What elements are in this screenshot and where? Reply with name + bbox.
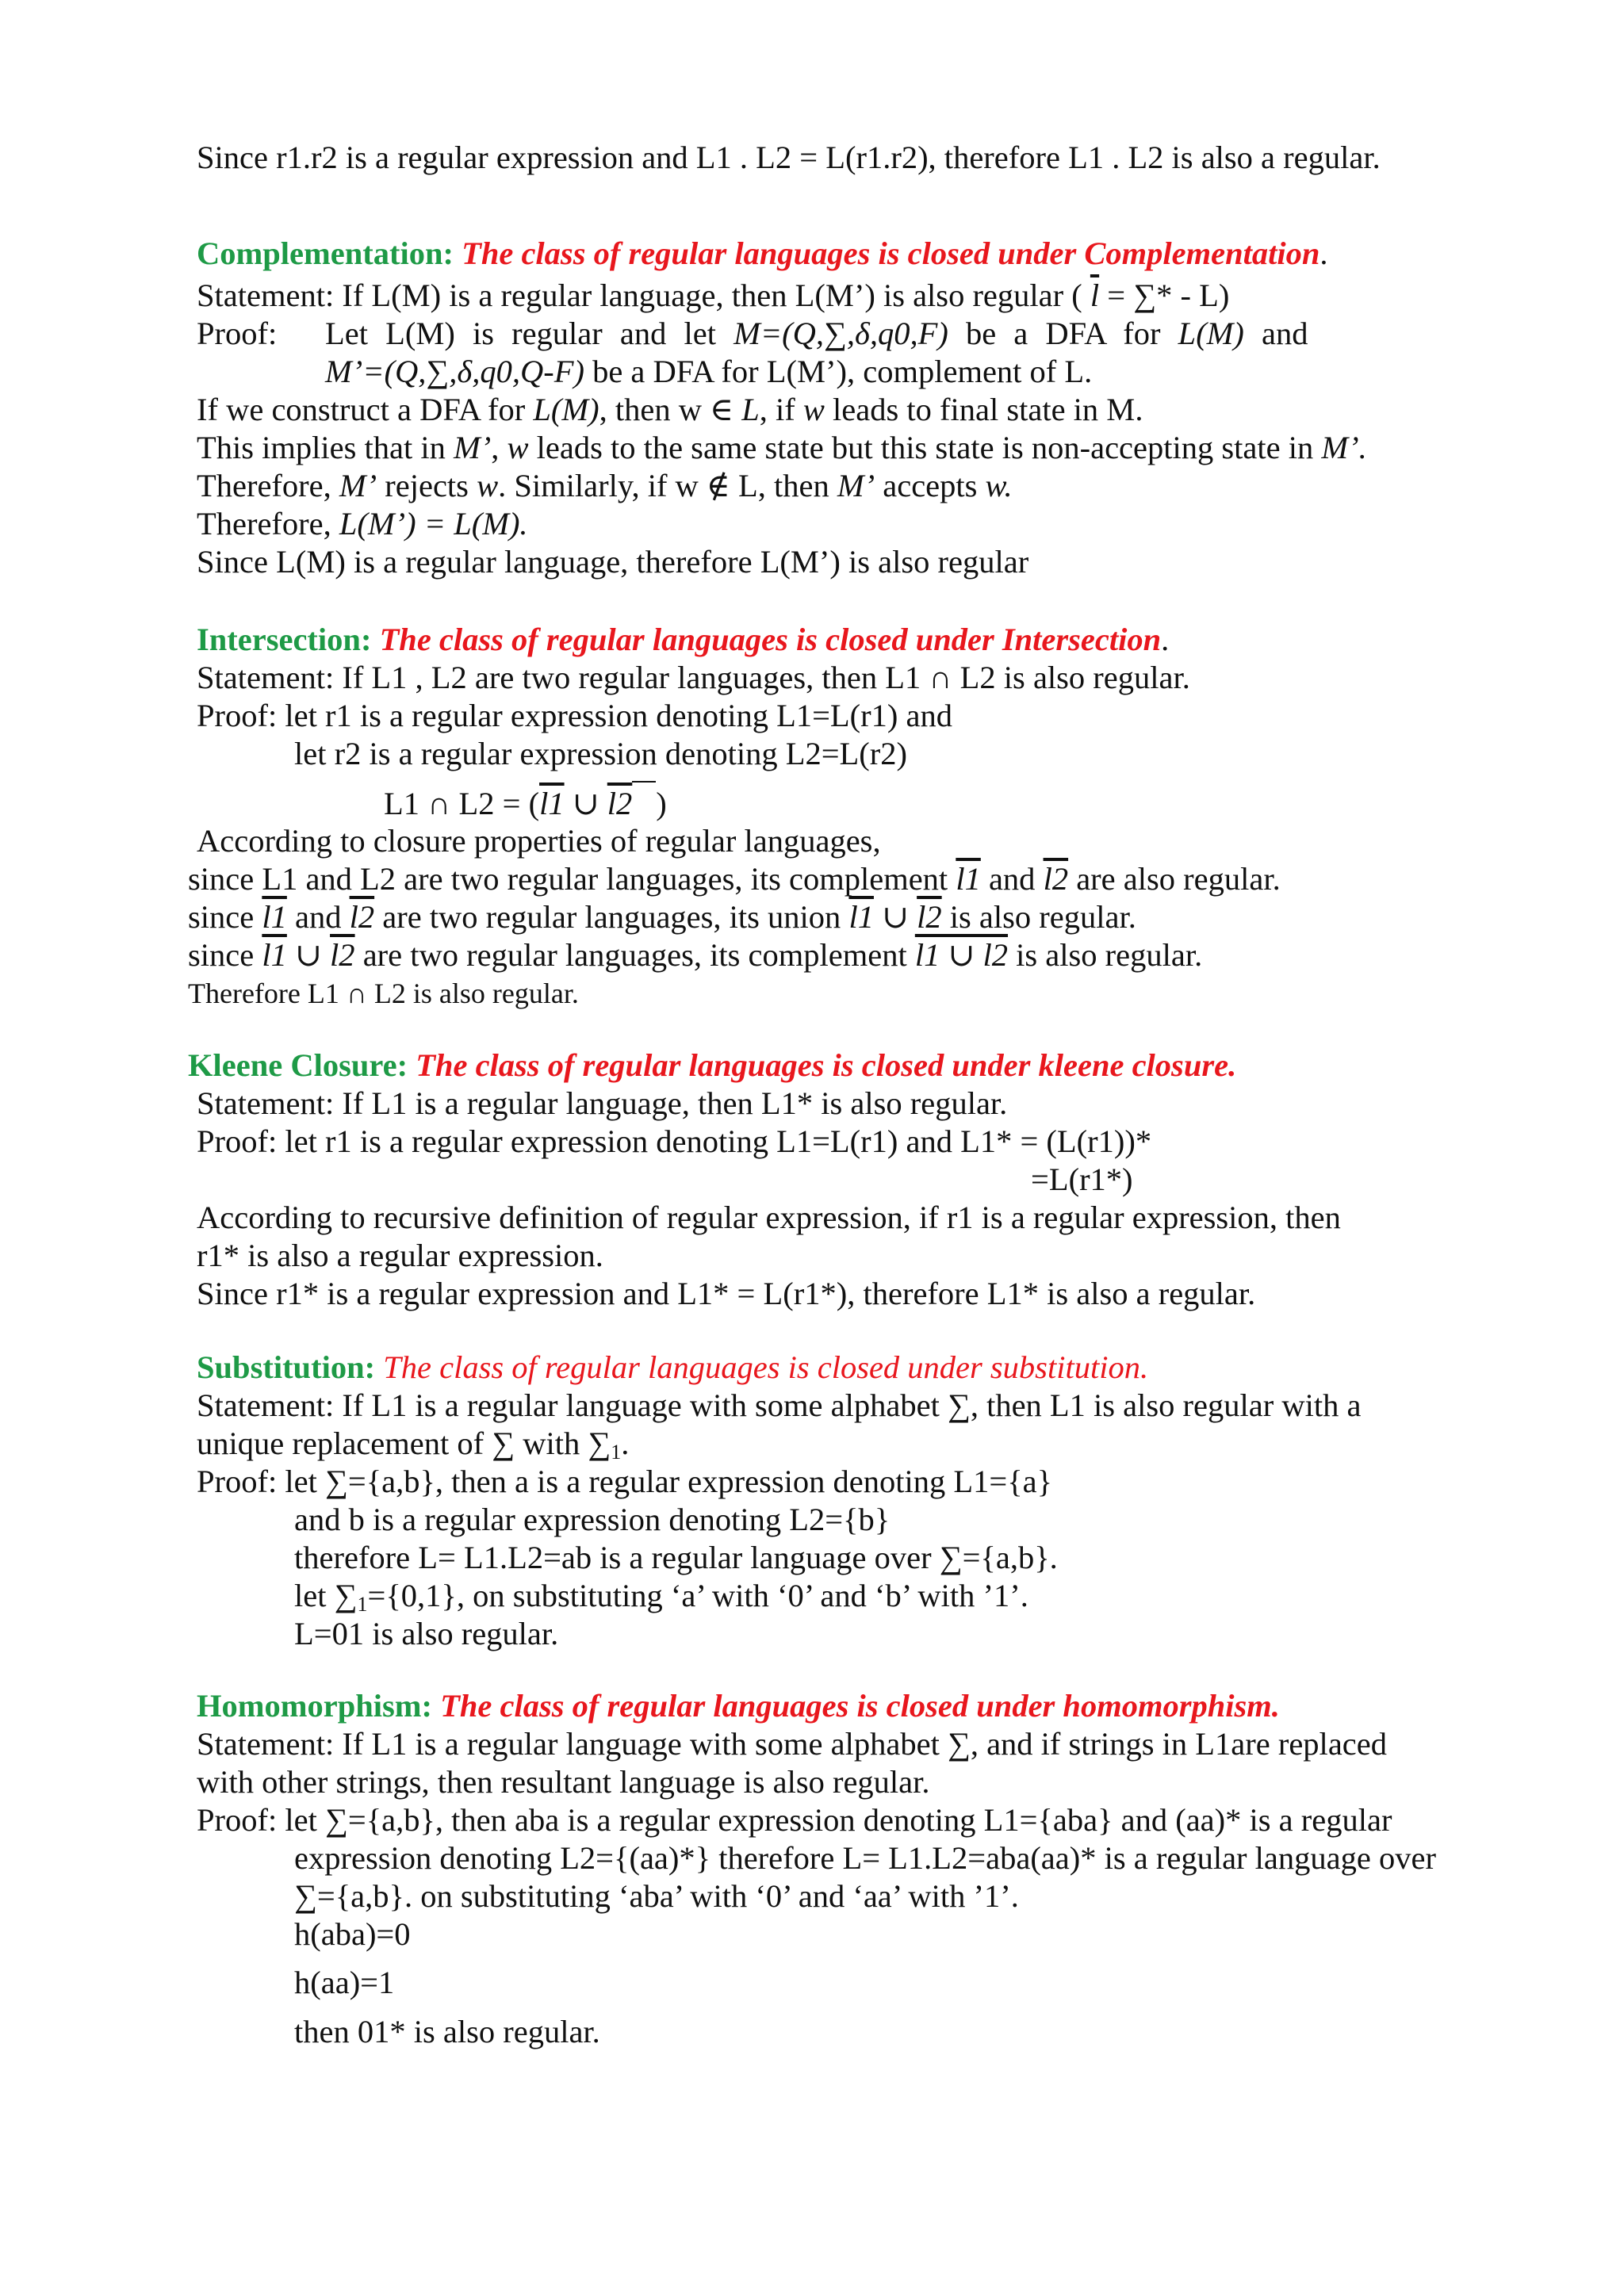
- proof-text: be a DFA for L(M’), complement of L.: [592, 354, 1093, 389]
- statement-text: Statement: If L(M) is a regular language, then L(M’) is also regular (: [197, 277, 1082, 313]
- text: This implies that in: [197, 430, 446, 465]
- text: are also regular.: [1076, 861, 1281, 897]
- text: ): [656, 786, 667, 821]
- text: If we construct a DFA for: [197, 392, 526, 427]
- kleene-since: Since r1* is a regular expression and L1* = L(r1*), therefore L1* is also a regular.: [197, 1276, 1256, 1311]
- text: since: [188, 899, 255, 935]
- l-symbol: L: [741, 392, 760, 427]
- complementation-statement: [197, 277, 1229, 315]
- homomorphism-h2: h(aa)=1: [294, 1965, 395, 2000]
- intersection-period: .: [1161, 622, 1170, 657]
- union-symbol: ∪: [294, 937, 322, 973]
- l1-bar: l1: [956, 861, 981, 897]
- text: since L1 and L2 are two regular languages, its complement: [188, 861, 948, 897]
- text: is also regular.: [1016, 937, 1203, 973]
- text: . Similarly, if w ∉ L, then: [498, 468, 829, 503]
- substitution-proof2: and b is a regular expression denoting L2={b}: [294, 1502, 891, 1537]
- kleene-proof: Proof: let r1 is a regular expression denoting L1=L(r1) and L1* = (L(r1))*: [197, 1123, 1152, 1159]
- substitution-description: The class of regular languages is closed under substitution.: [383, 1349, 1149, 1385]
- text: and: [988, 861, 1036, 897]
- kleene-proof-cont: =L(r1*): [1031, 1161, 1133, 1197]
- m-prime: M’: [453, 430, 492, 465]
- text: , if: [759, 392, 795, 427]
- text: rejects: [385, 468, 469, 503]
- dfa-m: M=(Q,∑,δ,q0,F): [733, 316, 948, 351]
- complementation-line5: [197, 467, 1013, 505]
- homomorphism-h1: h(aba)=0: [294, 1916, 411, 1952]
- text: .: [621, 1425, 630, 1461]
- complementation-line3: [197, 391, 1143, 429]
- complementation-title: [197, 235, 1328, 273]
- kleene-statement: Statement: If L1 is a regular language, then L1* is also regular.: [197, 1085, 1008, 1121]
- complementation-line4: [197, 429, 1367, 467]
- l2-bar: l2: [917, 899, 942, 935]
- text: L1 ∩ L2 = (: [384, 786, 540, 821]
- homomorphism-proof2: expression denoting L2={(aa)*} therefore L= L1.L2=aba(aa)* is a regular language over: [294, 1840, 1436, 1876]
- statement-text: = ∑* - L): [1107, 277, 1230, 313]
- l-bar-symbol: $\overline{l}$: [1090, 277, 1100, 313]
- text: let ∑: [294, 1578, 358, 1613]
- homomorphism-title: [197, 1687, 1280, 1725]
- text: Therefore,: [197, 468, 331, 503]
- l2-bar: l2: [330, 937, 355, 973]
- text: are two regular languages, its union: [382, 899, 841, 935]
- l2-bar: l2: [349, 899, 375, 935]
- homomorphism-proof3: ∑={a,b}. on substituting ‘aba’ with ‘0’ and ‘aa’ with ’1’.: [294, 1878, 1019, 1914]
- substitution-proof3: therefore L= L1.L2=ab is a regular language over ∑={a,b}.: [294, 1540, 1058, 1575]
- text: ,: [491, 430, 500, 465]
- text: ={0,1}, on substituting ‘a’ with ‘0’ and ‘b’ with ’1’.: [367, 1578, 1028, 1613]
- substitution-proof5: L=01 is also regular.: [294, 1616, 559, 1651]
- kleene-heading: Kleene Closure:: [188, 1047, 408, 1083]
- l-of-m: L(M): [1178, 316, 1244, 351]
- l2-bar: l2: [1043, 861, 1069, 897]
- intersection-heading: Intersection:: [197, 622, 372, 657]
- l-of-m: L(M): [533, 392, 599, 427]
- proof-text: be a DFA for: [965, 316, 1161, 351]
- text: , then w ∈: [599, 392, 734, 427]
- text: and: [294, 899, 342, 935]
- m-prime: M’.: [1321, 430, 1367, 465]
- homomorphism-statement1: Statement: If L1 is a regular language with some alphabet ∑, and if strings in L1are replaced: [197, 1726, 1387, 1762]
- l1-bar: l1: [539, 786, 565, 821]
- concatenation-conclusion: Since r1.r2 is a regular expression and L1 . L2 = L(r1.r2), therefore L1 . L2 is also a regular.: [197, 140, 1381, 175]
- intersection-closure: According to closure properties of regular languages,: [197, 823, 881, 859]
- l2-bar: l2: [607, 786, 633, 821]
- intersection-proof2: let r2 is a regular expression denoting L2=L(r2): [294, 736, 907, 771]
- substitution-heading: Substitution:: [197, 1349, 376, 1385]
- equation: L(M’) = L(M).: [339, 506, 528, 541]
- union-symbol: ∪: [882, 899, 910, 935]
- complementation-proof-line2: [325, 353, 1092, 391]
- text: is also regular.: [949, 899, 1136, 935]
- w-symbol: w: [507, 430, 529, 465]
- w-symbol: w.: [985, 468, 1013, 503]
- overbar: [632, 781, 656, 783]
- substitution-title: [197, 1349, 1148, 1387]
- intersection-statement: Statement: If L1 , L2 are two regular languages, then L1 ∩ L2 is also regular.: [197, 660, 1190, 695]
- text: unique replacement of ∑ with ∑: [197, 1425, 611, 1461]
- substitution-statement1: Statement: If L1 is a regular language with some alphabet ∑, then L1 is also regular with a: [197, 1387, 1362, 1423]
- dfa-m-prime: M’=(Q,∑,δ,q0,Q-F): [325, 354, 584, 389]
- text: leads to the same state but this state is non-accepting state in: [536, 430, 1314, 465]
- l1-bar: l1: [262, 899, 287, 935]
- complementation-proof-label: Proof:: [197, 316, 278, 351]
- proof-text: and: [1262, 316, 1308, 351]
- subscript: 1: [611, 1441, 622, 1464]
- homomorphism-heading: Homomorphism:: [197, 1688, 432, 1724]
- homomorphism-proof1: Proof: let ∑={a,b}, then aba is a regular expression denoting L1={aba} and (aa)* is a regular: [197, 1802, 1392, 1838]
- union-symbol: ∪: [572, 786, 599, 821]
- text: leads to final state in M.: [833, 392, 1143, 427]
- l1-bar: l1: [848, 899, 874, 935]
- union-bar: l1 ∪ l2: [914, 937, 1009, 973]
- complementation-line7: Since L(M) is a regular language, therefore L(M’) is also regular: [197, 544, 1029, 580]
- kleene-title: [188, 1047, 1236, 1085]
- homomorphism-description: The class of regular languages is closed under homomorphism.: [440, 1688, 1280, 1724]
- intersection-description: The class of regular languages is closed under Intersection: [379, 622, 1162, 657]
- intersection-title: [197, 621, 1169, 659]
- substitution-proof1: Proof: let ∑={a,b}, then a is a regular expression denoting L1={a}: [197, 1464, 1053, 1499]
- complementation-description: The class of regular languages is closed under Complementation: [462, 235, 1320, 271]
- l1-bar: l1: [262, 937, 287, 973]
- intersection-therefore: Therefore L1 ∩ L2 is also regular.: [188, 978, 579, 1009]
- w-symbol: w: [477, 468, 499, 503]
- m-prime: M’: [339, 468, 377, 503]
- complementation-line6: [197, 505, 528, 543]
- intersection-since2: [188, 898, 1136, 936]
- intersection-since3: [188, 936, 1202, 974]
- complementation-heading: Complementation:: [197, 235, 454, 271]
- complementation-proof-line1: [325, 315, 1308, 353]
- homomorphism-statement2: with other strings, then resultant language is also regular.: [197, 1764, 930, 1800]
- kleene-rec1: According to recursive definition of regular expression, if r1 is a regular expression, then: [197, 1200, 1341, 1235]
- text: are two regular languages, its complement: [362, 937, 907, 973]
- text: accepts: [883, 468, 978, 503]
- intersection-since1: [188, 860, 1281, 898]
- complementation-period: .: [1320, 235, 1328, 271]
- text: since: [188, 937, 255, 973]
- intersection-proof1: Proof: let r1 is a regular expression denoting L1=L(r1) and: [197, 698, 952, 733]
- intersection-equation: [384, 781, 667, 823]
- w-symbol: w: [802, 392, 825, 427]
- kleene-description: The class of regular languages is closed under kleene closure.: [416, 1047, 1237, 1083]
- text: Therefore,: [197, 506, 331, 541]
- kleene-rec2: r1* is also a regular expression.: [197, 1238, 603, 1273]
- homomorphism-then: then 01* is also regular.: [294, 2014, 600, 2049]
- proof-text: Let L(M) is regular and let: [325, 316, 716, 351]
- subscript: 1: [357, 1593, 368, 1616]
- m-prime: M’: [837, 468, 875, 503]
